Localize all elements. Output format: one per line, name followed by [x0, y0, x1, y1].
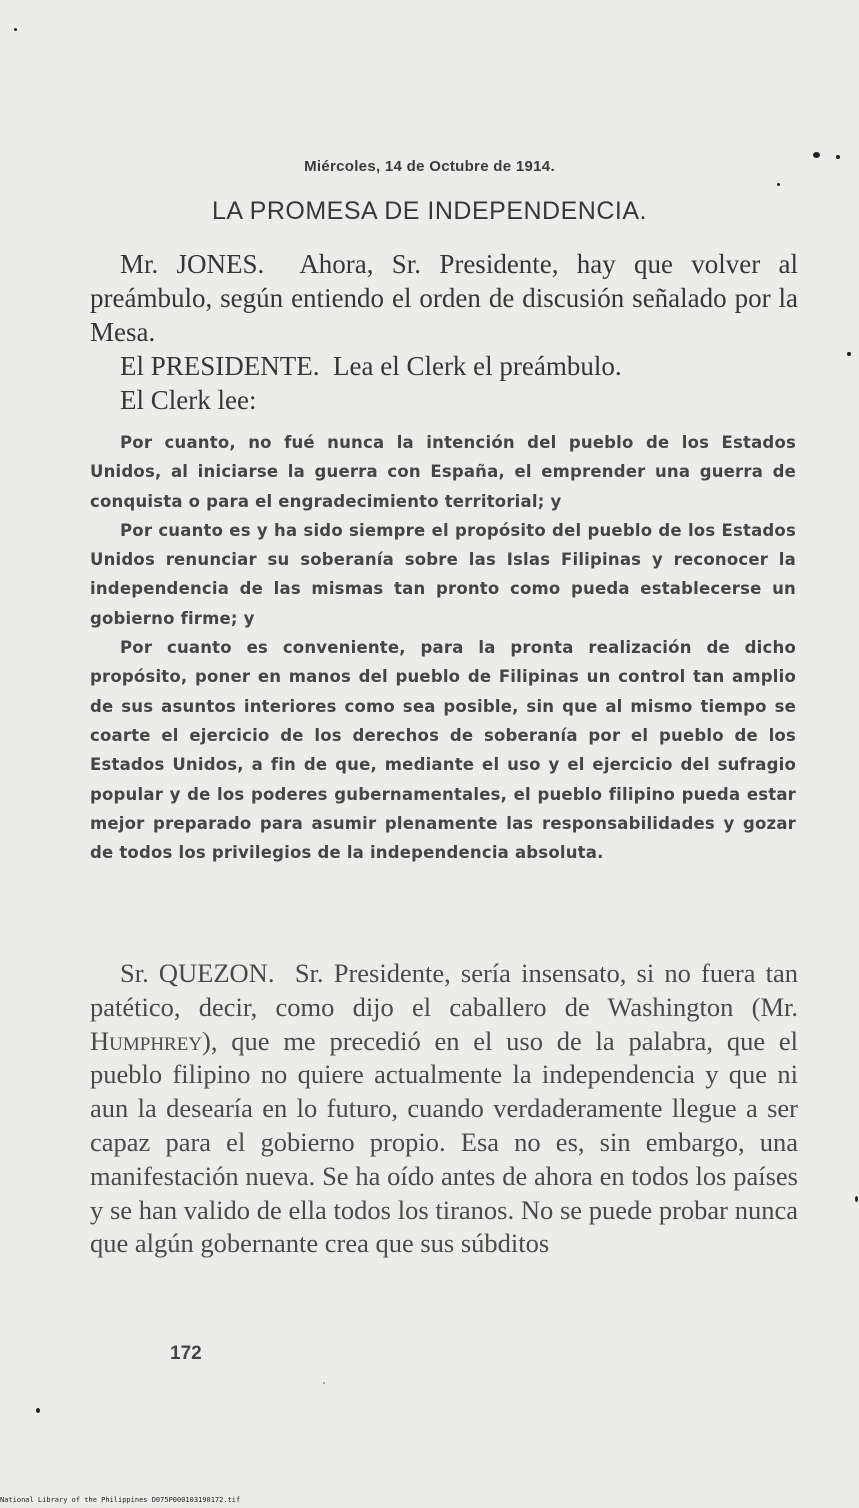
scan-footer: National Library of the Philippines D075P000103190172.tif	[0, 1496, 241, 1504]
page-number: 172	[170, 1343, 202, 1364]
preamble-block	[90, 428, 796, 867]
opening-dialogue	[90, 247, 798, 417]
page-title: LA PROMESA DE INDEPENDENCIA.	[212, 197, 647, 225]
quezon-paragraph	[90, 957, 798, 1261]
president-paragraph	[90, 349, 798, 383]
preamble-paragraph: Por cuanto es conveniente, para la pronta realización de dicho propósito, poner en manos del pueblo de Filipinas un control tan amplio de sus asuntos interiores como sea posible, sin que al mismo tiempo se coarte el ejercicio de los derechos de soberanía por el pueblo de los Estados Unidos, a fin de que, mediante el uso y el ejercicio del sufragio popular y de los poderes gubernamentales, el pueblo filipino pueda estar mejor preparado para asumir plenamente las responsabilidades y gozar de todos los privilegios de la independencia absoluta.	[90, 638, 796, 863]
quezon-text-after: ), que me precedió en el uso de la palabra, que el pueblo filipino no quiere actualmente la independencia y que ni aun la desearía en lo futuro, cuando verdaderamente llegue a ser capaz para el gobierno propio. Esa no es, sin embargo, una manifestación nueva. Se ha oído antes de ahora en todos los países y se han valido de ella todos los tiranos. No se puede probar nunca que algún gobernante crea que sus súbditos	[90, 1025, 798, 1259]
speaker-jones: Mr. JONES.	[120, 249, 265, 279]
scan-speck	[14, 28, 17, 31]
clerk-paragraph: El Clerk lee:	[120, 385, 257, 415]
scan-speck	[855, 1196, 858, 1202]
speaker-president: El PRESIDENTE.	[120, 351, 320, 381]
president-text: Lea el Clerk el preámbulo.	[333, 351, 622, 381]
date-heading: Miércoles, 14 de Octubre de 1914.	[304, 158, 555, 175]
jones-text: Ahora, Sr. Presidente, hay que volver al preámbulo, según entiendo el orden de discusión señalado por la Mesa.	[90, 249, 798, 347]
scan-speck	[323, 1382, 325, 1384]
preamble-paragraph: Por cuanto es y ha sido siempre el propósito del pueblo de los Estados Unidos renunciar su soberanía sobre las Islas Filipinas y reconocer la independencia de las mismas tan pronto como pueda establecerse un gobierno firme; y	[90, 520, 796, 628]
scan-speck	[36, 1408, 40, 1413]
jones-paragraph	[90, 247, 798, 349]
scan-speck	[777, 183, 780, 186]
quezon-named-person: Humphrey	[90, 1025, 203, 1056]
preamble-paragraph: Por cuanto, no fué nunca la intención del pueblo de los Estados Unidos, al iniciarse la guerra con España, el emprender una guerra de conquista o para el engradecimiento territorial; y	[90, 433, 796, 511]
speaker-quezon: Sr. QUEZON.	[120, 958, 275, 988]
quezon-text-before: Sr. Presidente, sería insensato, si no fuera tan patético, decir, como dijo el caballero de Washington (Mr.	[90, 958, 799, 1022]
scan-speck	[847, 352, 851, 356]
